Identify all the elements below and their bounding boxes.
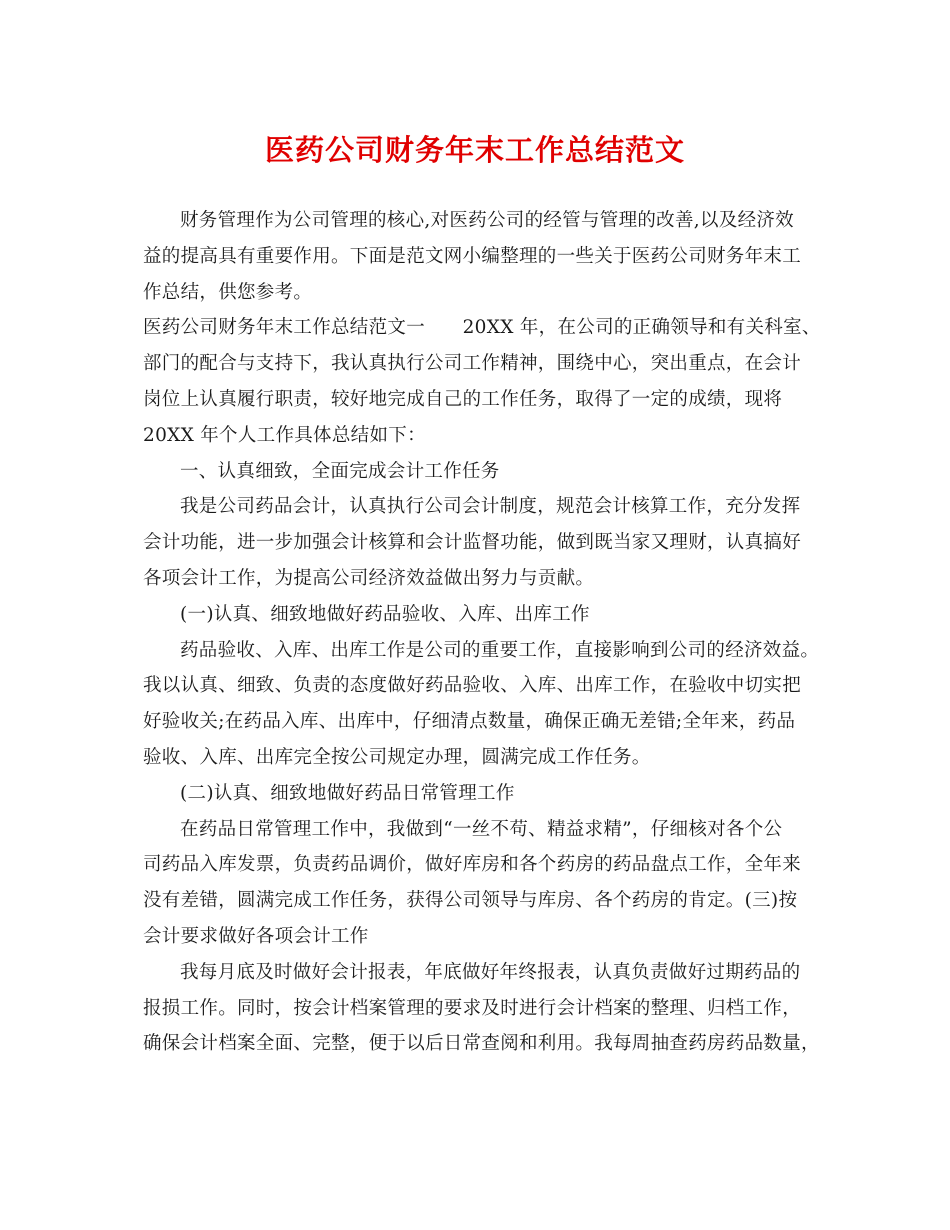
- text-line: 司药品入库发票，负责药品调价，做好库房和各个药房的药品盘点工作，全年来: [143, 854, 802, 876]
- text-line: 作总结，供您参考。: [143, 281, 313, 303]
- text-line: 验收、入库、出库完全按公司规定办理，圆满完成工作任务。: [143, 746, 651, 768]
- text-line: 确保会计档案全面、完整，便于以后日常查阅和利用。我每周抽查药房药品数量，: [143, 1033, 820, 1055]
- text-line: 药品验收、入库、出库工作是公司的重要工作，直接影响到公司的经济效益。: [180, 639, 820, 661]
- section-heading: 一、认真细致，全面完成会计工作任务: [180, 460, 500, 482]
- text-line: 益的提高具有重要作用。下面是范文网小编整理的一些关于医药公司财务年末工: [143, 245, 802, 267]
- text-line: 没有差错，圆满完成工作任务，获得公司领导与库房、各个药房的肯定。(三)按: [143, 890, 798, 912]
- text-line: 20XX 年个人工作具体总结如下：: [143, 424, 426, 446]
- text-line: 我以认真、细致、负责的态度做好药品验收、入库、出库工作，在验收中切实把: [143, 675, 802, 697]
- text-line: 我每月底及时做好会计报表，年底做好年终报表，认真负责做好过期药品的: [180, 961, 801, 983]
- subsection-heading: (一)认真、细致地做好药品验收、入库、出库工作: [180, 603, 590, 625]
- text-line: 在药品日常管理工作中，我做到“一丝不苟、精益求精”，仔细核对各个公: [180, 818, 783, 840]
- text-line: 我是公司药品会计，认真执行公司会计制度，规范会计核算工作，充分发挥: [180, 496, 801, 518]
- subsection-heading: (二)认真、细致地做好药品日常管理工作: [180, 782, 515, 804]
- document-title: 医药公司财务年末工作总结范文: [264, 133, 685, 167]
- text-line: 会计功能，进一步加强会计核算和会计监督功能，做到既当家又理财，认真搞好: [143, 532, 802, 554]
- text-line: 会计要求做好各项会计工作: [143, 925, 369, 947]
- text-line: 好验收关;在药品入库、出库中，仔细清点数量，确保正确无差错;全年来，药品: [143, 711, 796, 733]
- text-line: 岗位上认真履行职责，较好地完成自己的工作任务，取得了一定的成绩，现将: [143, 388, 783, 410]
- document-body: [143, 203, 821, 1062]
- text-line: 医药公司财务年末工作总结范文一 20XX 年，在公司的正确领导和有关科室、: [143, 317, 821, 339]
- text-line: 各项会计工作，为提高公司经济效益做出努力与贡献。: [143, 567, 595, 589]
- text-line: 报损工作。同时，按会计档案管理的要求及时进行会计档案的整理、归档工作，: [143, 997, 802, 1019]
- text-line: 财务管理作为公司管理的核心,对医药公司的经管与管理的改善,以及经济效: [180, 210, 794, 231]
- text-line: 部门的配合与支持下，我认真执行公司工作精神，围绕中心，突出重点，在会计: [143, 353, 802, 375]
